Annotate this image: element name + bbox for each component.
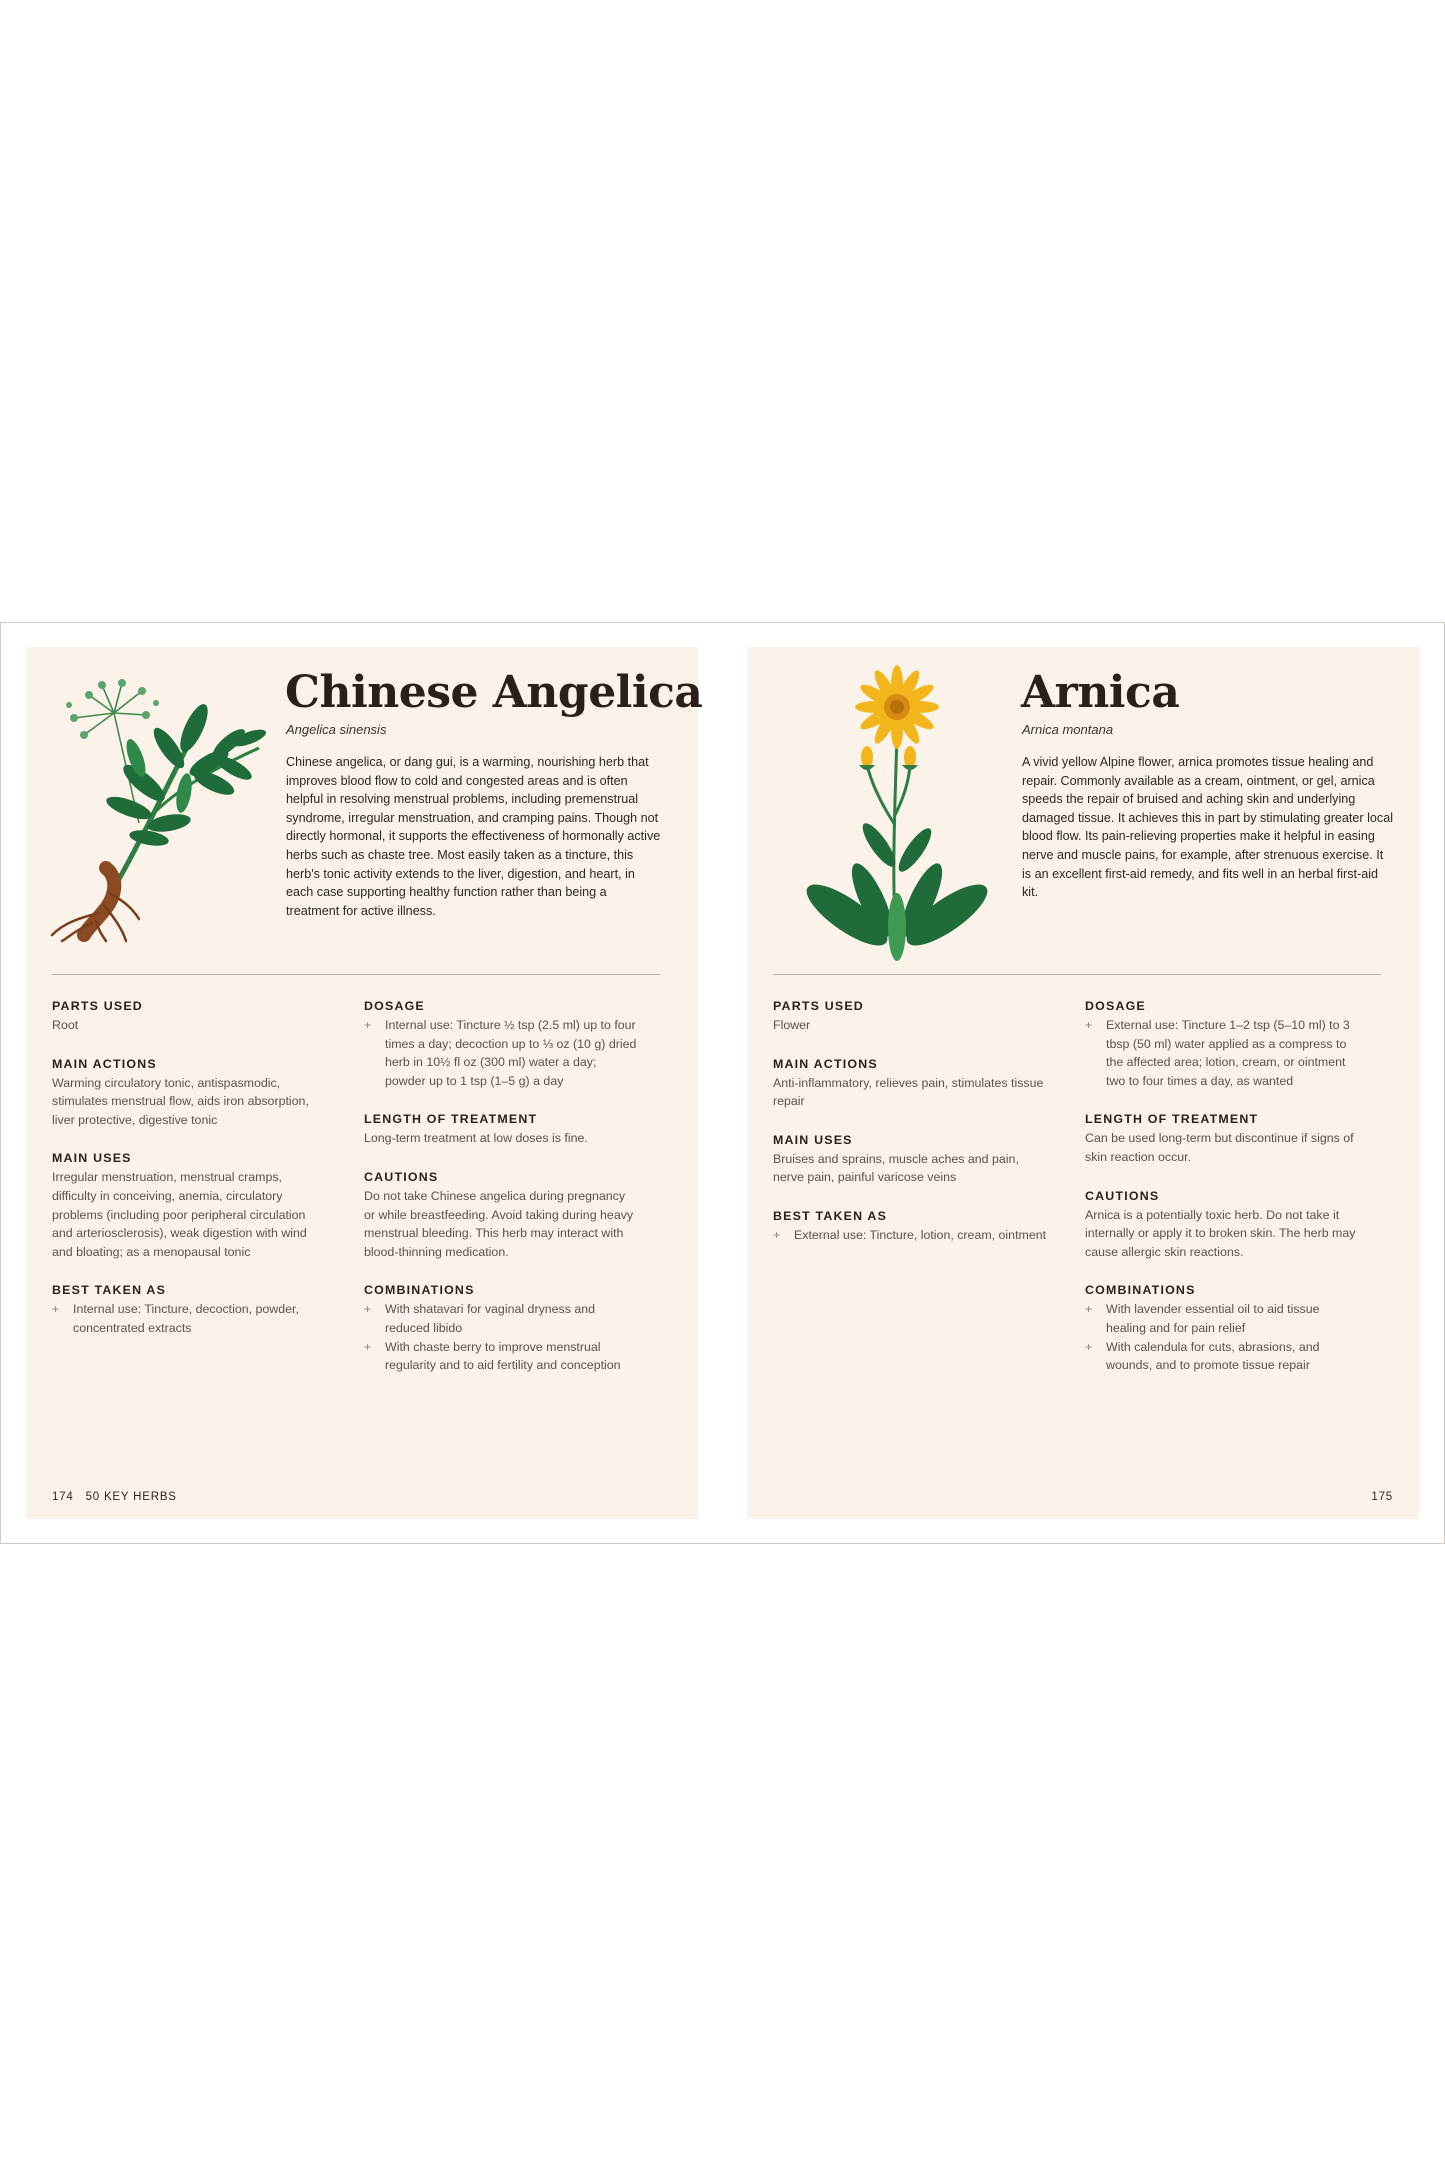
section-text: Flower [773,1018,811,1032]
section-heading: MAIN USES [773,1132,853,1147]
plus-icon: + [364,1302,372,1317]
list-item-text: With lavender essential oil to aid tissue healing and for pain relief [1106,1302,1320,1335]
list-item [364,1300,639,1337]
best-taken-as-section [52,1283,327,1337]
parts-used-section [773,999,1048,1035]
cautions-section [1085,1189,1360,1262]
plus-icon: + [1085,1339,1093,1354]
section-heading: BEST TAKEN AS [773,1208,888,1223]
info-column-left [52,999,327,1360]
list-item-text: With chaste berry to improve menstrual regularity and to aid fertility and conception [385,1339,621,1373]
list-item [1085,1300,1360,1337]
section-text: Root [52,1018,79,1032]
plus-icon: + [364,1018,372,1032]
section-heading: DOSAGE [364,999,425,1013]
main-uses-section [773,1133,1048,1187]
dosage-section [364,999,639,1090]
section-text: Bruises and sprains, muscle aches and pain, nerve pain, painful varicose veins [773,1151,1019,1185]
plus-icon: + [52,1302,60,1317]
section-text: Do not take Chinese angelica during pregnancy or while breastfeeding. Avoid taking during heavy menstrual bleeding. This herb may interact with blood-thinning medication. [364,1188,634,1259]
section-heading: LENGTH OF TREATMENT [1085,1112,1259,1127]
list-item-text: Internal use: Tincture ½ tsp (2.5 ml) up to four times a day; decoction up to ⅓ oz (10 g) dried herb in 10½ fl oz (300 ml) water a day; powder up to 1 tsp (1–5 g) a day [385,1018,637,1088]
section-text: Arnica is a potentially toxic herb. Do not take it internally or apply it to broken skin. The herb may cause allergic skin reactions. [1085,1207,1356,1259]
page-left [26,647,703,1519]
section-heading: CAUTIONS [364,1169,439,1184]
info-column-right [1085,999,1360,1397]
arnica-flower-icon [787,665,997,965]
section-text: Warming circulatory tonic, antispasmodic, stimulates menstrual flow, aids iron absorption, liver protective, digestive tonic [52,1075,309,1127]
page-right [747,647,1419,1519]
list-item [773,1226,1048,1245]
herb-introduction: A vivid yellow Alpine flower, arnica promotes tissue healing and repair. Commonly available as a cream, ointment, or gel, arnica speeds the repair of bruised and aching skin and underlying damaged tissue. It achieves this in part by stimulating greater local blood flow. Its pain-relieving properties make it helpful in easing nerve and muscle pains, for example, after strenuous exercise. It is an excellent first-aid remedy, and fits well in an herbal first-aid kit. [1022,755,1394,900]
list-item-text: With shatavari for vaginal dryness and reduced libido [385,1302,596,1335]
latin-name: Arnica montana [1022,722,1114,737]
list-item-text: External use: Tincture 1–2 tsp (5–10 ml) to 3 tbsp (50 ml) water applied as a compress to the affected area; lotion, cream, or ointment two to four times a day, as wanted [1106,1018,1350,1088]
list-item [364,1016,639,1090]
list-item [52,1300,327,1337]
herb-introduction: Chinese angelica, or dang gui, is a warming, nourishing herb that improves blood flow to cold and congested areas and is often helpful in resolving menstrual problems, including premenstrual syndrome, irregular menstruation, and cramping pains. Though not directly hormonal, it supports the effectiveness of hormonally active herbs such as chaste tree. Most easily taken as a tincture, this herb's tonic activity extends to the liver, digestion, and heart, in each case supporting healthy function rather than being a treatment for active illness. [286,755,661,918]
angelica-plant-icon [44,673,284,943]
list-item [1085,1016,1360,1090]
herb-title: Arnica [1021,667,1180,718]
section-divider [773,974,1381,975]
section-heading: CAUTIONS [1085,1188,1160,1203]
book-spread [0,622,1445,1544]
section-heading: LENGTH OF TREATMENT [364,1112,538,1127]
section-text: Can be used long-term but discontinue if signs of skin reaction occur. [1085,1131,1354,1164]
section-text: Long-term treatment at low doses is fine. [364,1131,588,1146]
main-uses-section [52,1151,327,1261]
list-item-text: With calendula for cuts, abrasions, and wounds, and to promote tissue repair [1106,1339,1320,1373]
page-footer: 174 50 KEY HERBS [52,1491,177,1503]
section-divider [52,974,660,975]
combinations-section [364,1283,639,1374]
plus-icon: + [364,1339,372,1354]
plus-icon: + [1085,1018,1093,1032]
section-heading: MAIN USES [52,1151,132,1166]
section-heading: BEST TAKEN AS [52,1283,167,1298]
section-heading: COMBINATIONS [1085,1283,1196,1298]
info-column-right [364,999,639,1397]
section-heading: MAIN ACTIONS [52,1056,157,1071]
list-item-text: External use: Tincture, lotion, cream, ointment [794,1227,1047,1242]
parts-used-section [52,999,327,1035]
latin-name: Angelica sinensis [286,722,387,737]
length-of-treatment-section [364,1112,639,1148]
list-item [1085,1338,1360,1375]
dosage-section [1085,999,1360,1090]
main-actions-section [52,1057,327,1130]
herb-title: Chinese Angelica [285,667,703,718]
cautions-section [364,1170,639,1261]
section-text: Anti-inflammatory, relieves pain, stimulates tissue repair [773,1075,1044,1109]
section-text: Irregular menstruation, menstrual cramps, difficulty in conceiving, anemia, circulatory problems (including poor peripheral circulation and arteriosclerosis), weak digestion with wind and bloating; as a menopausal tonic [52,1170,307,1259]
section-heading: PARTS USED [52,999,143,1013]
section-heading: MAIN ACTIONS [773,1056,878,1071]
section-heading: PARTS USED [773,999,864,1013]
list-item-text: Internal use: Tincture, decoction, powder, concentrated extracts [73,1302,299,1335]
section-heading: DOSAGE [1085,999,1146,1013]
best-taken-as-section [773,1209,1048,1245]
plus-icon: + [773,1227,781,1242]
section-heading: COMBINATIONS [364,1283,475,1298]
plus-icon: + [1085,1302,1093,1317]
main-actions-section [773,1057,1048,1111]
info-column-left [773,999,1048,1267]
combinations-section [1085,1283,1360,1374]
page-number: 175 [1371,1491,1393,1503]
list-item [364,1338,639,1375]
length-of-treatment-section [1085,1112,1360,1166]
